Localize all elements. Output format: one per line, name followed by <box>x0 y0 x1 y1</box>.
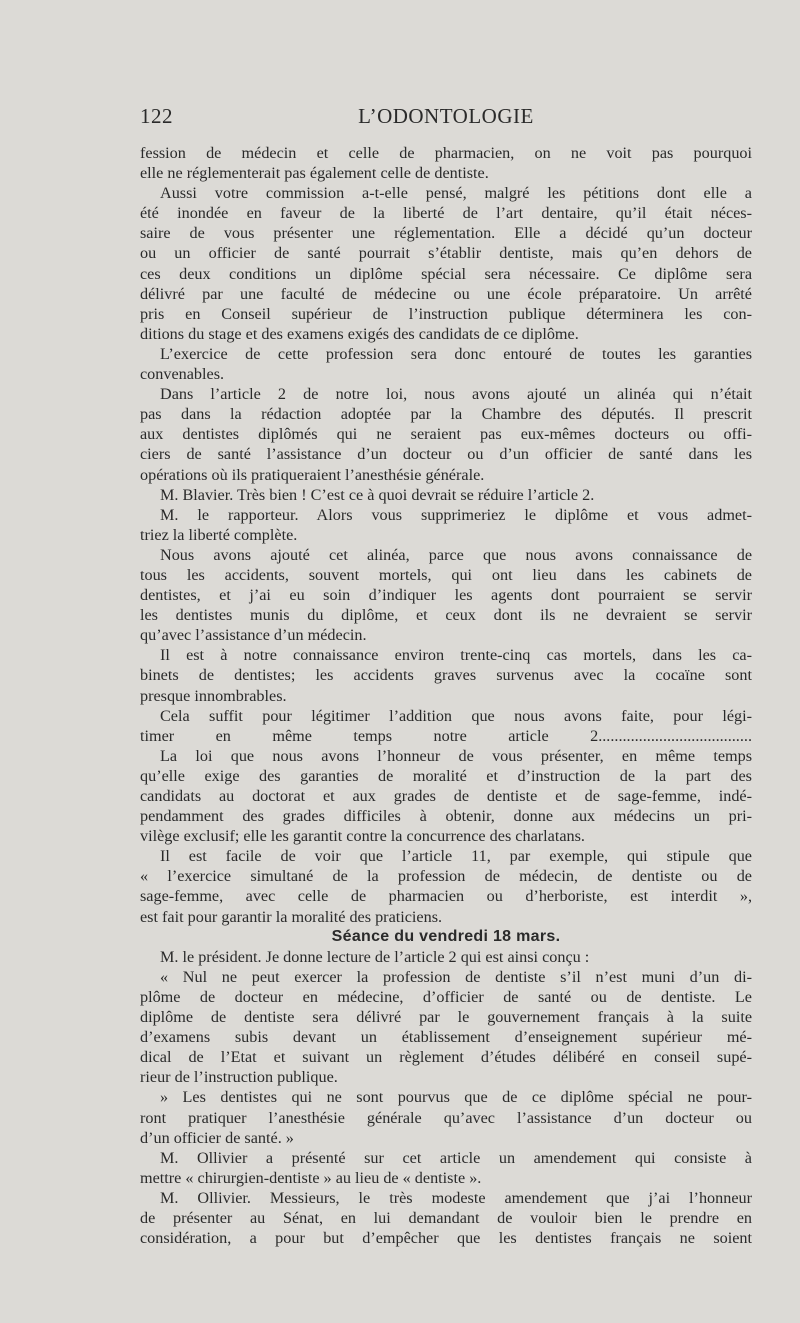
text-line: L’exercice de cette profession sera donc entouré de toutes les garanties <box>160 344 752 363</box>
text-line: ditions du stage et des examens exigés des candidats de ce diplôme. <box>140 324 579 343</box>
text-line: ront pratiquer l’anesthésie générale qu’avec l’assistance d’un docteur ou <box>140 1108 752 1127</box>
text-line: binets de dentistes; les accidents graves survenus avec la cocaïne sont <box>140 666 752 685</box>
text-line: été inondée en faveur de la liberté de l’art dentaire, qu’il était néces- <box>140 204 752 223</box>
text-line: M. le rapporteur. Alors vous supprimeriez le diplôme et vous admet- <box>160 505 752 524</box>
text-line: Aussi votre commission a-t-elle pensé, malgré les pétitions dont elle a <box>160 184 752 203</box>
text-line: pas dans la rédaction adoptée par la Chambre des députés. Il prescrit <box>140 405 752 424</box>
text-line: La loi que nous avons l’honneur de vous présenter, en même temps <box>160 746 752 765</box>
text-line: vilège exclusif; elle les garantit contre la concurrence des charlatans. <box>140 827 585 846</box>
text-line: « Nul ne peut exercer la profession de dentiste s’il n’est muni d’un di- <box>160 967 752 986</box>
text-line: ces deux conditions un diplôme spécial sera nécessaire. Ce diplôme sera <box>140 264 752 283</box>
page-header <box>140 104 752 132</box>
text-line: candidats au doctorat et aux grades de dentiste et de sage-femme, indé- <box>140 787 752 805</box>
text-line: elle ne réglementerait pas également celle de dentiste. <box>140 164 489 183</box>
text-line: triez la liberté complète. <box>140 525 298 544</box>
text-line: qu’avec l’assistance d’un médecin. <box>140 626 367 645</box>
text-line: aux dentistes diplômés qui ne seraient pas eux-mêmes docteurs ou offi- <box>140 425 752 444</box>
text-line: Cela suffit pour légitimer l’addition que nous avons faite, pour légi- <box>160 706 752 725</box>
text-block-before-heading <box>140 143 752 927</box>
text-line: timer en même temps notre article 2...................................... <box>140 726 752 745</box>
text-line: saire de vous présenter une réglementation. Elle a décidé qu’un docteur <box>140 224 752 243</box>
text-line: rieur de l’instruction publique. <box>140 1068 338 1087</box>
text-line: délivré par une faculté de médecine ou une école préparatoire. Un arrêté <box>140 284 752 303</box>
text-line: presque innombrables. <box>140 686 287 705</box>
text-line: ou un officier de santé pourrait s’établir dentiste, mais qu’en dehors de <box>140 244 752 263</box>
text-line: opérations où ils pratiqueraient l’anesthésie générale. <box>140 465 485 484</box>
text-line: qu’elle exige des garanties de moralité et d’instruction de la part des <box>140 766 752 785</box>
text-line: considération, a pour but d’empêcher que les dentistes français ne soient <box>140 1229 752 1248</box>
section-heading: Séance du vendredi 18 mars. <box>331 927 561 945</box>
text-line: M. Ollivier a présenté sur cet article un amendement qui consiste à <box>160 1148 752 1167</box>
body-text <box>140 143 752 1248</box>
text-line: convenables. <box>140 365 225 384</box>
text-line: « l’exercice simultané de la profession de médecin, de dentiste ou de <box>140 867 752 886</box>
text-line: les dentistes munis du diplôme, et ceux dont ils ne devraient se servir <box>140 606 752 625</box>
running-title: L’ODONTOLOGIE <box>358 104 534 128</box>
text-line: d’examens subis devant un établissement d’enseignement supérieur mé- <box>140 1028 752 1047</box>
text-line: pendamment des grades difficiles à obtenir, donne aux médecins un pri- <box>140 807 752 826</box>
page-number: 122 <box>140 104 173 128</box>
text-block-after-heading <box>140 947 752 1248</box>
text-line: de présenter au Sénat, en lui demandant de vouloir bien le prendre en <box>140 1208 752 1227</box>
text-line: sage-femme, avec celle de pharmacien ou d’herboriste, est interdit », <box>140 887 752 906</box>
text-line: M. Ollivier. Messieurs, le très modeste amendement que j’ai l’honneur <box>160 1188 752 1207</box>
text-line: dentistes, et j’ai eu soin d’indiquer les agents dont pourraient se servir <box>140 586 752 605</box>
text-line: M. le président. Je donne lecture de l’article 2 qui est ainsi conçu : <box>160 947 590 966</box>
text-line: Il est facile de voir que l’article 11, par exemple, qui stipule que <box>160 847 752 866</box>
text-line: Dans l’article 2 de notre loi, nous avons ajouté un alinéa qui n’était <box>160 385 752 404</box>
text-line: plôme de docteur en médecine, d’officier de santé ou de dentiste. Le <box>140 987 752 1006</box>
text-line: mettre « chirurgien-dentiste » au lieu de « dentiste ». <box>140 1168 482 1187</box>
text-line: M. Blavier. Très bien ! C’est ce à quoi devrait se réduire l’article 2. <box>160 485 595 504</box>
text-line: diplôme de dentiste sera délivré par le gouvernement français à la suite <box>140 1008 752 1027</box>
text-line: Nous avons ajouté cet alinéa, parce que nous avons connaissance de <box>160 545 752 564</box>
text-line: est fait pour garantir la moralité des praticiens. <box>140 907 443 926</box>
text-line: tous les accidents, souvent mortels, qui ont lieu dans les cabinets de <box>140 565 752 584</box>
text-line: dical de l’Etat et suivant un règlement d’études délibéré en conseil supé- <box>140 1048 752 1067</box>
text-line: fession de médecin et celle de pharmacien, on ne voit pas pourquoi <box>140 144 752 162</box>
text-line: Il est à notre connaissance environ trente-cinq cas mortels, dans les ca- <box>160 646 752 665</box>
text-line: ciers de santé l’assistance d’un docteur ou d’un officier de santé dans les <box>140 445 752 464</box>
text-line: » Les dentistes qui ne sont pourvus que de ce diplôme spécial ne pour- <box>160 1088 752 1107</box>
text-line: pris en Conseil supérieur de l’instruction publique déterminera les con- <box>140 304 752 323</box>
text-line: d’un officier de santé. » <box>140 1128 294 1147</box>
